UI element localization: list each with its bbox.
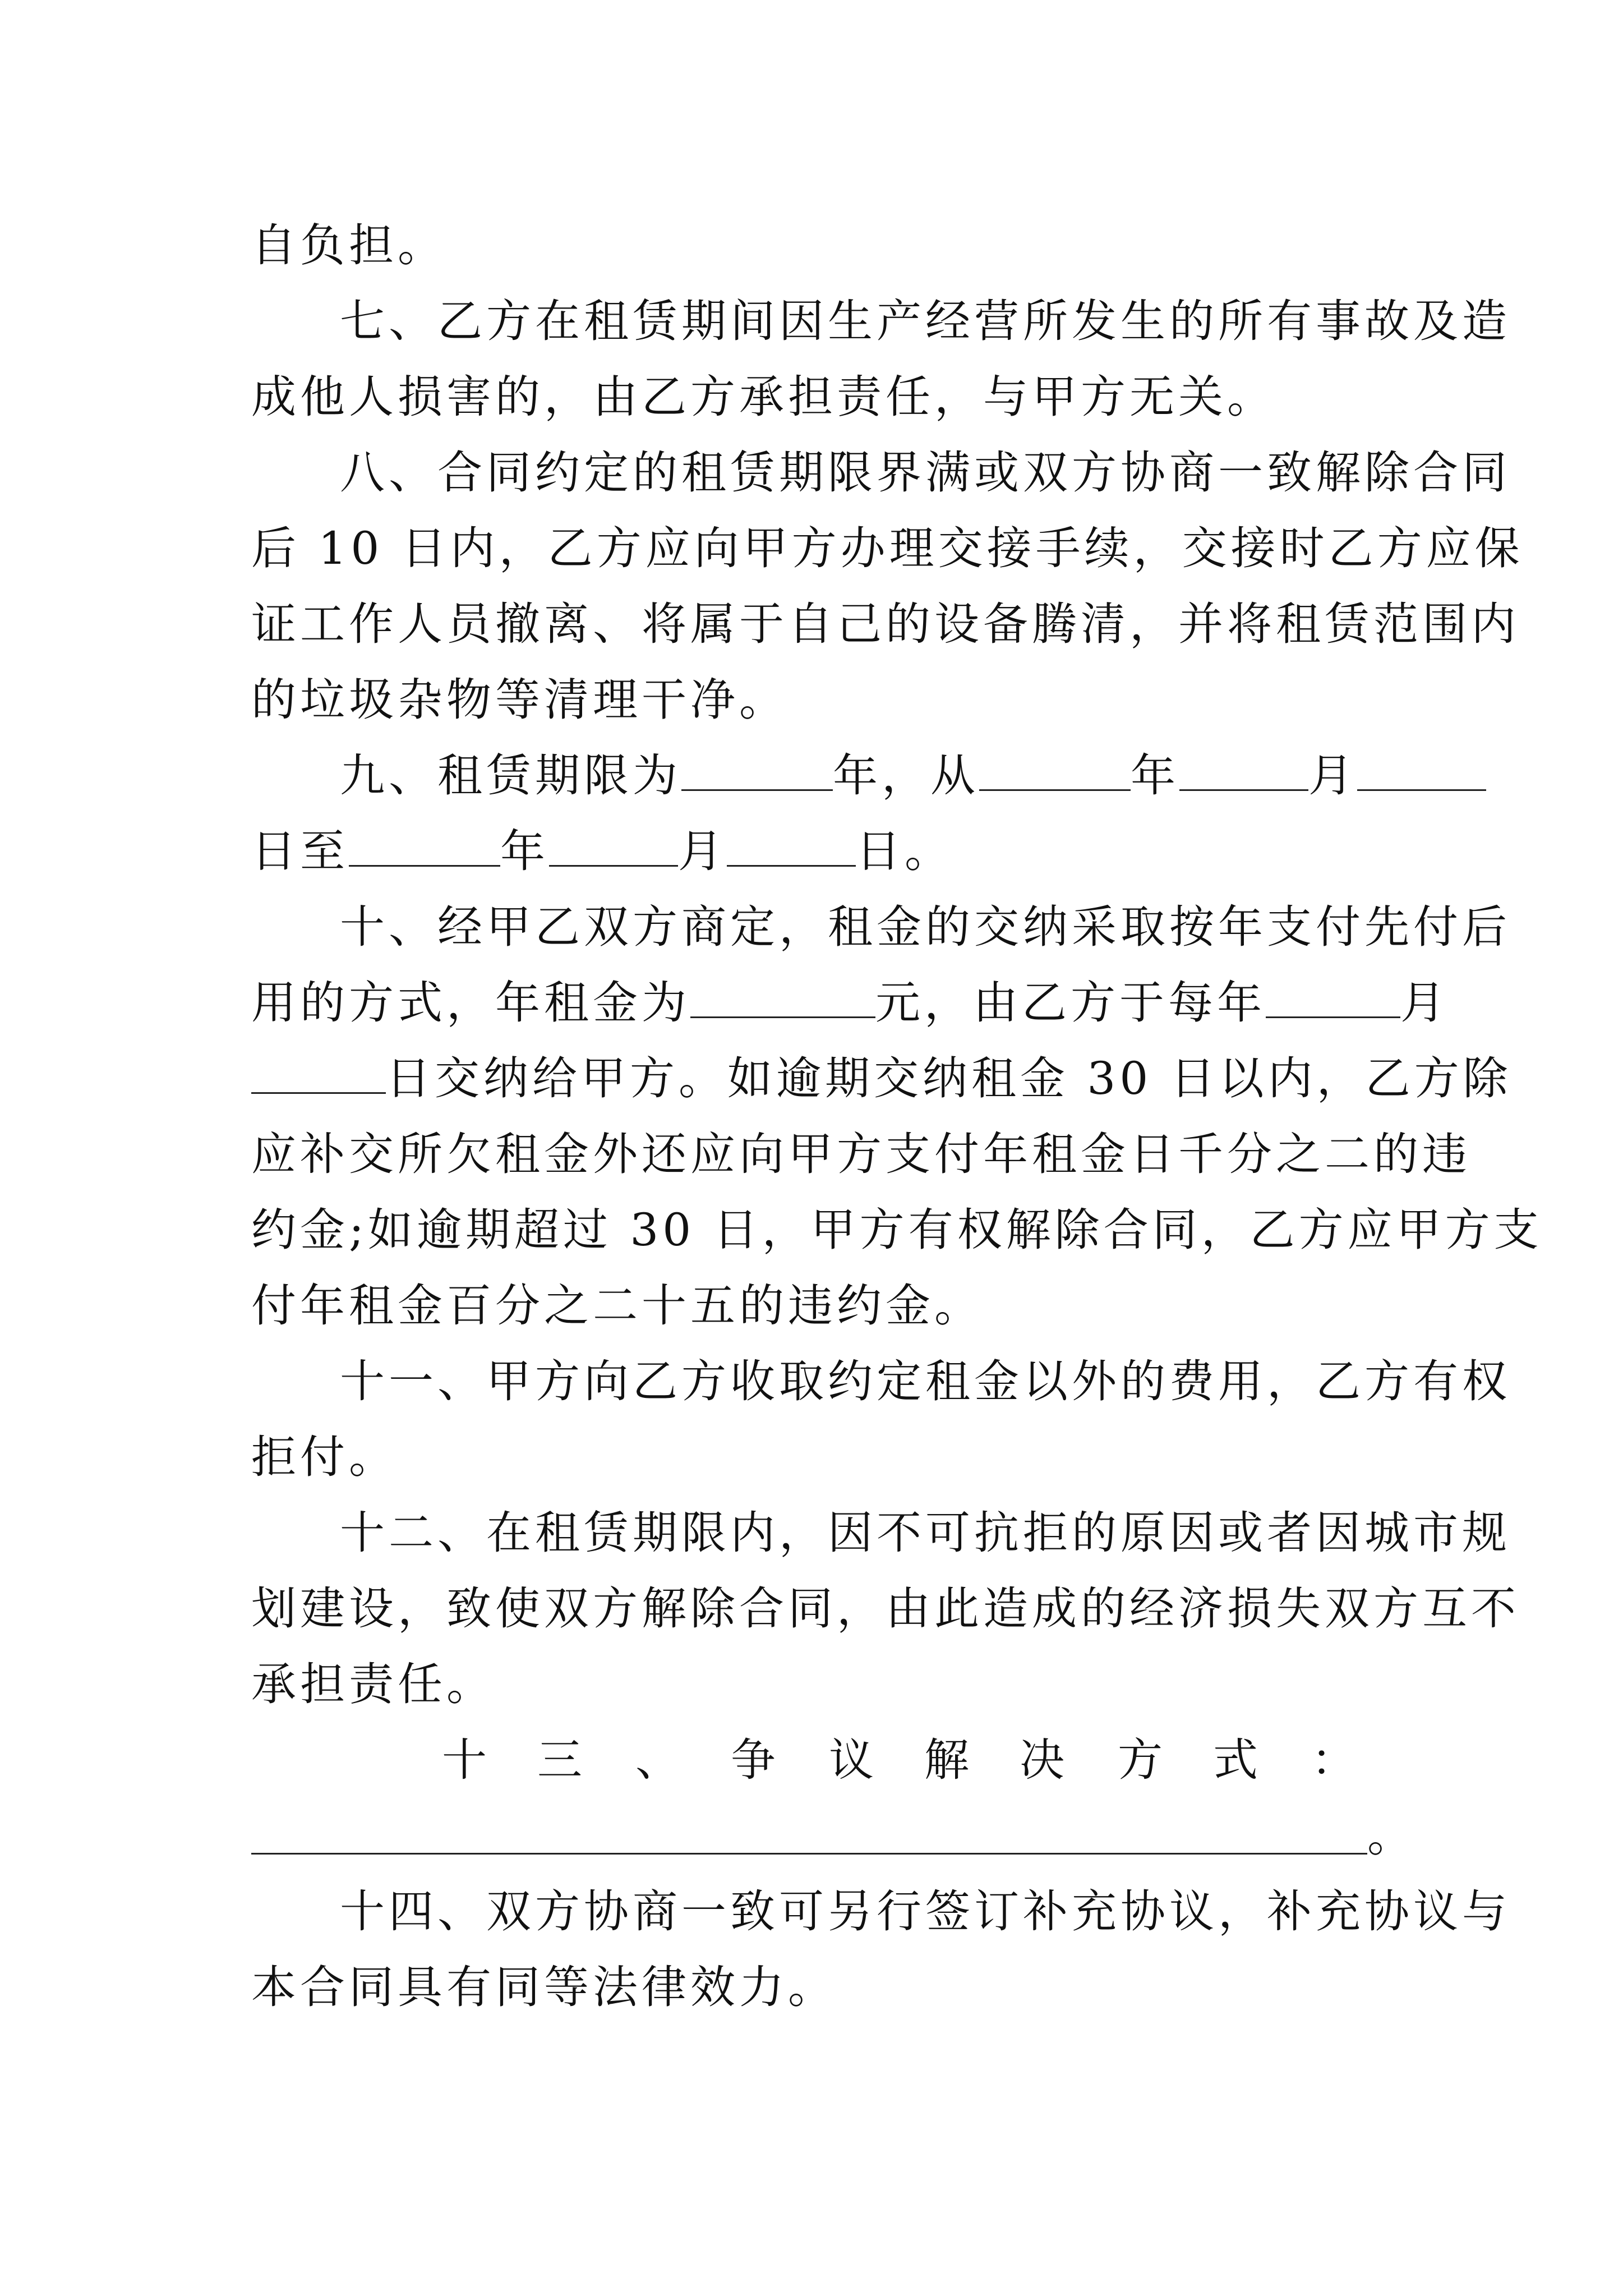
clause-11-line: 十一、甲方向乙方收取约定租金以外的费用，乙方有权: [340, 1355, 1511, 1407]
clause-13-char: 、: [635, 1734, 680, 1786]
clause-13-char: 议: [829, 1734, 874, 1786]
blank-field-start-year[interactable]: [979, 751, 1131, 791]
clause-7-line: 七、乙方在租赁期间因生产经营所发生的所有事故及造: [340, 295, 1511, 347]
clause-7-line: 成他人损害的，由乙方承担责任，与甲方无关。: [251, 371, 1276, 423]
clause-13-char: 争: [731, 1734, 776, 1786]
clause-10-text: 元，由乙方于每年: [875, 977, 1266, 1029]
clause-12-line: 划建设，致使双方解除合同，由此造成的经济损失双方互不: [251, 1582, 1520, 1635]
clause-13-char: 方: [1118, 1734, 1163, 1786]
clause-12-line: 十二、在租赁期限内，因不可抗拒的原因或者因城市规: [340, 1507, 1511, 1559]
clause-9-text: 年: [500, 825, 549, 877]
clause-13-heading: [251, 1722, 1393, 1798]
clause-10-line: [251, 965, 1449, 1041]
clause-14-line: 本合同具有同等法律效力。: [251, 1961, 837, 2013]
clause-14-line: 十四、双方协商一致可另行签订补充协议，补充协议与: [340, 1885, 1511, 1938]
clause-9-text: 月: [678, 825, 727, 877]
blank-field-start-month[interactable]: [1179, 751, 1308, 791]
clause-13-end: 。: [1367, 1810, 1412, 1862]
clause-12-line: 承担责任。: [251, 1658, 495, 1710]
clause-13-char: 决: [1020, 1734, 1064, 1786]
clause-9-line: [251, 738, 1393, 813]
contract-page: [251, 208, 1543, 2025]
clause-10-line: 约金;如逾期超过 30 日，甲方有权解除合同，乙方应甲方支: [251, 1204, 1543, 1256]
blank-field-end-year[interactable]: [349, 827, 500, 867]
clause-9-text: 月: [1308, 749, 1357, 802]
blank-field-pay-month[interactable]: [1266, 978, 1400, 1018]
clause-9-text: 九、租赁期限为: [340, 749, 681, 802]
clause-13-blank-line: [251, 1798, 1412, 1874]
clause-11-line: 拒付。: [251, 1431, 398, 1483]
clause-10-line: [251, 1041, 1512, 1116]
clause-10-text: 月: [1400, 977, 1449, 1029]
clause-13-char: ：: [1311, 1734, 1356, 1786]
text-line: 自负担。: [251, 219, 446, 272]
clause-10-line: 付年租金百分之二十五的违约金。: [251, 1280, 983, 1332]
clause-10-line: 应补交所欠租金外还应向甲方支付年租金日千分之二的违: [251, 1128, 1471, 1180]
blank-field-end-month[interactable]: [549, 827, 678, 867]
clause-13-char: 十: [442, 1734, 487, 1786]
clause-8-line: 后 10 日内，乙方应向甲方办理交接手续，交接时乙方应保: [251, 522, 1524, 574]
clause-10-text: 日交纳给甲方。如逾期交纳租金 30 日以内，乙方除: [386, 1052, 1512, 1105]
blank-field-years[interactable]: [681, 751, 833, 791]
clause-13-char: 解: [924, 1734, 969, 1786]
blank-field-start-day[interactable]: [1357, 751, 1486, 791]
clause-13-char: 三: [537, 1734, 582, 1786]
clause-10-text: 用的方式，年租金为: [251, 977, 690, 1029]
clause-9-line: [251, 813, 1393, 889]
clause-8-line: 的垃圾杂物等清理干净。: [251, 674, 788, 726]
clause-10-line: 十、经甲乙双方商定，租金的交纳采取按年支付先付后: [340, 901, 1511, 953]
blank-field-end-day[interactable]: [727, 827, 856, 867]
clause-8-line: 八、合同约定的租赁期限界满或双方协商一致解除合同: [340, 447, 1511, 499]
clause-9-text: 年: [1131, 749, 1179, 802]
clause-9-text: 日。: [856, 825, 953, 877]
blank-field-pay-day[interactable]: [251, 1054, 386, 1094]
clause-8-line: 证工作人员撤离、将属于自己的设备腾清，并将租赁范围内: [251, 598, 1520, 650]
blank-field-annual-rent[interactable]: [690, 978, 875, 1018]
clause-9-text: 日至: [251, 825, 349, 877]
clause-9-text: 年，从: [833, 749, 979, 802]
clause-13-char: 式: [1213, 1734, 1258, 1786]
blank-field-dispute-resolution[interactable]: [251, 1853, 1367, 1855]
